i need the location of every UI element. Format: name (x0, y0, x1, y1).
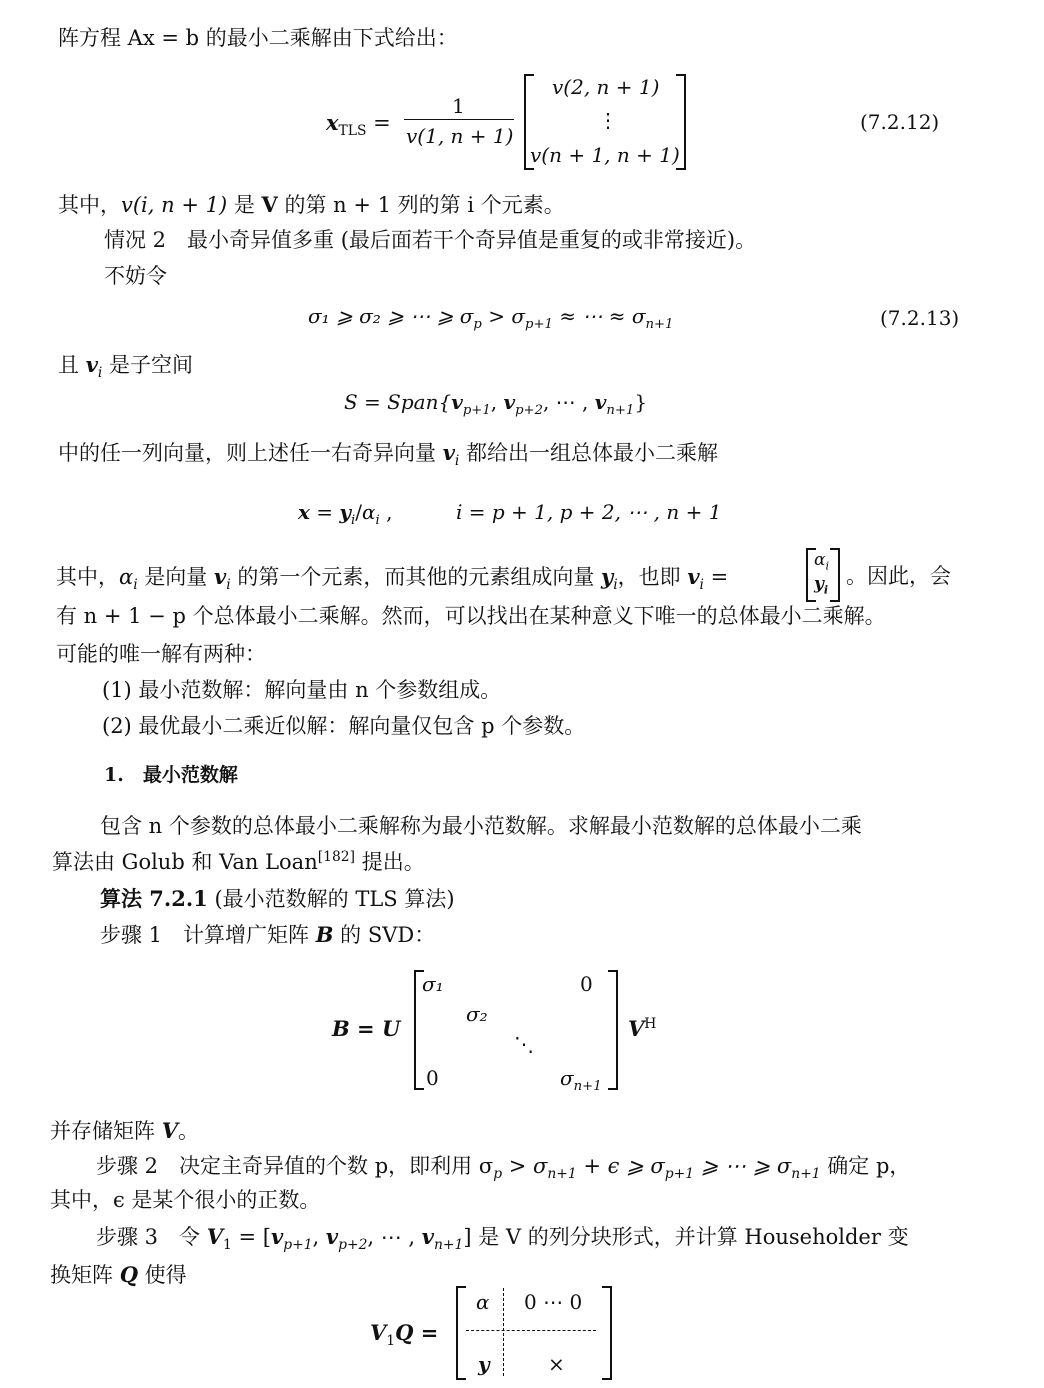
right-bracket (608, 970, 618, 1090)
matrix-cell: ⋱ (514, 1032, 534, 1056)
text: 令 (158, 1225, 207, 1249)
vector-vdots: ⋮ (598, 108, 618, 132)
vector-y: $y_i$ (814, 574, 829, 597)
text: 计算增广矩阵 (162, 923, 316, 947)
sup: H (644, 1016, 657, 1032)
text-line-golub (52, 849, 425, 874)
math: σ₁ ⩾ σ₂ ⩾ ⋯ ⩾ σ (308, 304, 474, 328)
eq-lhs-sub: TLS (338, 123, 367, 140)
step-label: 步骤 3 (96, 1225, 159, 1249)
equation-number: (7.2.12) (860, 110, 940, 134)
matrix-cell (560, 1066, 602, 1094)
matrix-cell: 0 (580, 972, 593, 996)
matrix-cell: y (478, 1352, 490, 1376)
algo-label: 算法 7.2.1 (100, 886, 208, 911)
matrix-cell: 0 (426, 1066, 439, 1090)
equation-number: (7.2.13) (880, 306, 960, 330)
matrix-cell: × (548, 1352, 565, 1376)
text: 的 SVD： (333, 923, 436, 947)
text: 是向量 (144, 565, 214, 589)
text-line-epsilon: 其中，ϵ 是某个很小的正数。 (50, 1188, 321, 1212)
math: V (370, 1320, 387, 1345)
text-line-case-2: 情况 2 最小奇异值多重 (最后面若干个奇异值是重复的或非常接近)。 (104, 228, 757, 252)
text: 其中， (58, 193, 121, 217)
section-heading: 1. 最小范数解 (104, 764, 238, 786)
eq-lhs-var: x (326, 110, 339, 135)
math: Q (119, 1262, 138, 1287)
matrix-cell: 0 ⋯ 0 (524, 1290, 583, 1314)
text: 决定主奇异值的个数 p，即利用 σ (158, 1154, 494, 1178)
text: 并存储矩阵 (50, 1119, 162, 1143)
svd-rhs (628, 1018, 656, 1040)
text-line-store-v (50, 1120, 199, 1142)
text-line-let: 不妨令 (104, 264, 167, 288)
text: 使得 (137, 1263, 187, 1287)
text: 确定 p， (820, 1154, 911, 1178)
text-line-alpha-definition: 其中，$\alpha_i$ 是向量 $v_i$ 的第一个元素，而其他的元素组成向量 $y_i$，也即 $v_i$ = (56, 564, 729, 594)
vector-alpha: $\alpha_i$ (814, 550, 830, 573)
list-item-2: (2) 最优最小二乘近似解：解向量仅包含 p 个参数。 (102, 714, 586, 738)
math: Q = (395, 1320, 439, 1345)
right-bracket (602, 1286, 612, 1380)
svd-lhs: B = U (332, 1016, 401, 1041)
v1q-lhs (370, 1320, 439, 1350)
text: 是 V 的列分块形式，并计算 Householder 变 (471, 1225, 909, 1249)
text-line-two-kinds: 可能的唯一解有两种： (56, 642, 266, 666)
math: V (161, 1118, 178, 1143)
algorithm-heading (100, 888, 455, 910)
step-label: 步骤 2 (96, 1154, 159, 1178)
text-line-householder (50, 1264, 187, 1286)
sub: n+1 (573, 1079, 602, 1094)
frac-bar (404, 119, 514, 120)
right-bracket (676, 74, 686, 170)
right-bracket (830, 548, 840, 602)
vector-top: v(2, n + 1) (552, 75, 660, 99)
math: v (85, 352, 98, 377)
math: S = Span{ (344, 390, 452, 414)
math: B (315, 922, 334, 947)
equation-x-solution: $x = y_i/\alpha_i$ , (298, 500, 393, 528)
equation-7-2-13: σ₁ ⩾ σ₂ ⩾ ⋯ ⩾ $\sigma_p > \sigma_{p+1}$ ≈ ⋯ ≈ $\sigma_{n+1}$ (308, 304, 674, 332)
text: 是子空间 (102, 353, 194, 377)
equation-index-range: i = p + 1, p + 2, ⋯ , n + 1 (456, 500, 722, 524)
text-line-min-norm: 包含 n 个参数的总体最小二乘解称为最小范数解。求解最小范数解的总体最小二乘 (100, 814, 862, 838)
text: 。 (177, 1119, 199, 1143)
equation-span: $S = Span\{v_{p+1}$, $v_{p+2}$, ⋯ , $v_{n+1}$} (344, 390, 648, 418)
left-bracket (456, 1286, 466, 1380)
step-2: 步骤 2 决定主奇异值的个数 p，即利用 $\sigma_p > \sigma_{n+1} + \epsilon$ ⩾ $\sigma_{p+1}$ ⩾ ⋯ ⩾ $\sigma_{n+1}$ 确定 p， (96, 1154, 911, 1183)
text: 的第一个元素，而其他的元素组成向量 (230, 565, 601, 589)
matrix-cell: σ₂ (466, 1002, 488, 1026)
text: 其中， (56, 565, 119, 589)
text: 中的任一列向量，则上述任一右奇异向量 (58, 441, 443, 465)
text: 换矩阵 (50, 1263, 120, 1287)
step-label: 步骤 1 (100, 923, 163, 947)
text: 是 (227, 193, 262, 217)
algo-title: (最小范数解的 TLS 算法) (207, 887, 455, 911)
matrix-cell: α (476, 1290, 490, 1314)
frac-numerator: 1 (452, 94, 465, 118)
dashed-separator (466, 1330, 596, 1331)
citation-ref: [182] (317, 849, 356, 865)
text: 的第 n + 1 列的第 i 个元素。 (277, 193, 565, 217)
sub: 1 (386, 1333, 396, 1350)
math: V (261, 192, 278, 217)
list-item-1: (1) 最小范数解：解向量由 n 个参数组成。 (102, 678, 502, 702)
step-1 (100, 924, 435, 946)
math: v(i, n + 1) (121, 193, 228, 217)
step-3: 步骤 3 令 $V_1 = [v_{p+1}$, $v_{p+2}$, ⋯ , $v_{n+1}$] 是 V 的列分块形式，并计算 Householder 变 (96, 1224, 909, 1254)
dashed-separator (503, 1288, 504, 1376)
vector-bottom: v(n + 1, n + 1) (530, 143, 680, 167)
text-line-subspace: 且 $v_i$ 是子空间 (58, 352, 194, 382)
text-line-therefore: 。因此，会 (846, 564, 951, 588)
text-line-vi-definition (58, 194, 565, 216)
text-line-right-singular: 中的任一列向量，则上述任一右奇异向量 $v_i$ 都给出一组总体最小二乘解 (58, 440, 719, 470)
text: 提出。 (355, 850, 425, 874)
text: ，也即 (617, 565, 688, 589)
text: 算法由 Golub 和 Van Loan (52, 850, 318, 874)
text: 都给出一组总体最小二乘解 (459, 441, 719, 465)
text: 且 (58, 353, 86, 377)
text-line-intro: 阵方程 Ax = b 的最小二乘解由下式给出： (58, 26, 458, 50)
math: σ (560, 1066, 574, 1090)
matrix-cell: σ₁ (422, 972, 444, 996)
frac-denominator: v(1, n + 1) (406, 124, 514, 148)
eq-lhs: $x_{TLS}$ = (326, 110, 391, 140)
text-line-count: 有 n + 1 − p 个总体最小二乘解。然而，可以找出在某种意义下唯一的总体最小二乘解。 (56, 604, 886, 628)
math: V (628, 1016, 645, 1041)
